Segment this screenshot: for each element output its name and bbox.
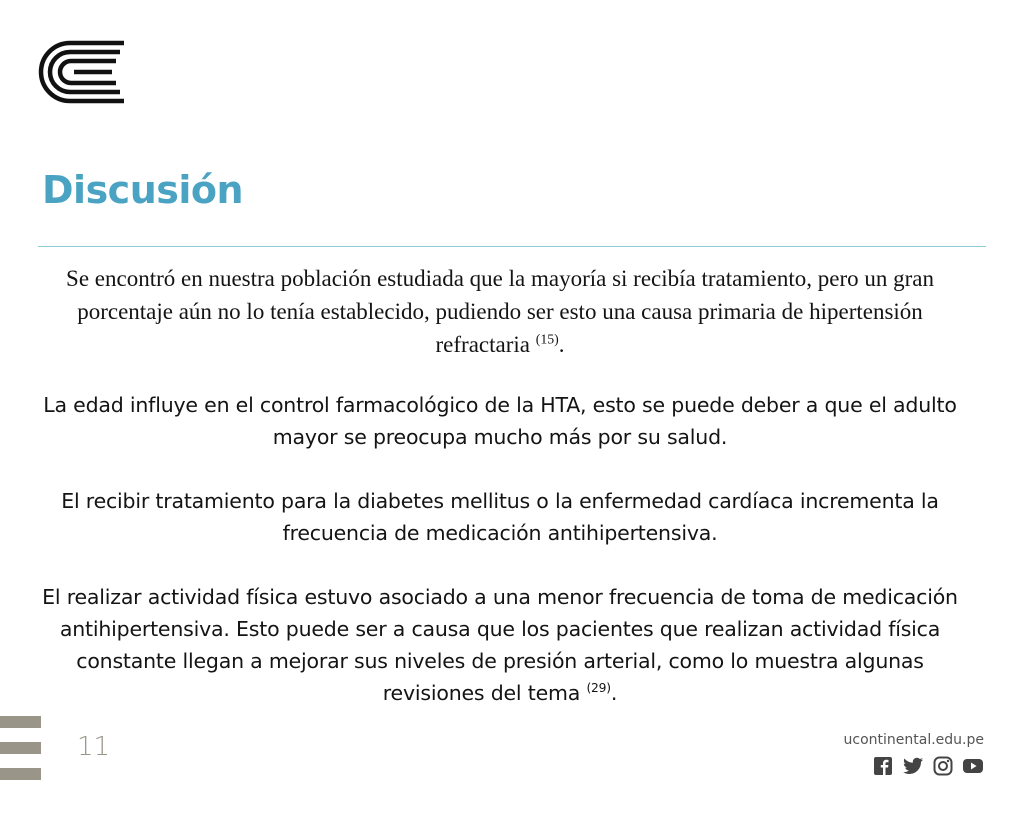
social-links	[872, 756, 984, 776]
paragraph-text: Se encontró en nuestra población estudiada que la mayoría si recibía tratamiento, pero un gran porcentaje aún no lo tenía establecido, pudiendo ser esto una causa primaria de hipertensión refractaria	[66, 266, 934, 357]
paragraph-treatment	[40, 262, 960, 361]
university-logo-icon	[38, 40, 128, 104]
footer-stripes	[0, 716, 42, 780]
page-number: 11	[77, 732, 111, 762]
paragraph-end: .	[610, 681, 618, 705]
paragraph-text: El realizar actividad física estuvo asociado a una menor frecuencia de toma de medicación antihipertensiva. Esto puede ser a causa que los pacientes que realizan actividad física constante llegan a mejorar sus niveles de presión arterial, como lo muestra algunas revisiones del tema	[42, 585, 958, 705]
website-link[interactable]: ucontinental.edu.pe	[843, 732, 984, 748]
university-logo	[38, 40, 128, 104]
citation-ref: (15)	[535, 331, 559, 347]
citation-ref: (29)	[586, 681, 611, 696]
youtube-icon[interactable]	[962, 756, 984, 776]
slide-content	[40, 262, 960, 741]
twitter-icon[interactable]	[902, 756, 924, 776]
slide-title: Discusión	[42, 168, 244, 212]
facebook-icon[interactable]	[872, 756, 894, 776]
instagram-icon[interactable]	[932, 756, 954, 776]
paragraph-diabetes: El recibir tratamiento para la diabetes mellitus o la enfermedad cardíaca incrementa la frecuencia de medicación antihipertensiva.	[61, 489, 939, 545]
paragraph-activity	[40, 581, 960, 709]
paragraph-age: La edad influye en el control farmacológico de la HTA, esto se puede deber a que el adulto mayor se preocupa mucho más por su salud.	[43, 393, 957, 449]
paragraph-end: .	[558, 332, 565, 357]
title-divider	[38, 246, 986, 247]
